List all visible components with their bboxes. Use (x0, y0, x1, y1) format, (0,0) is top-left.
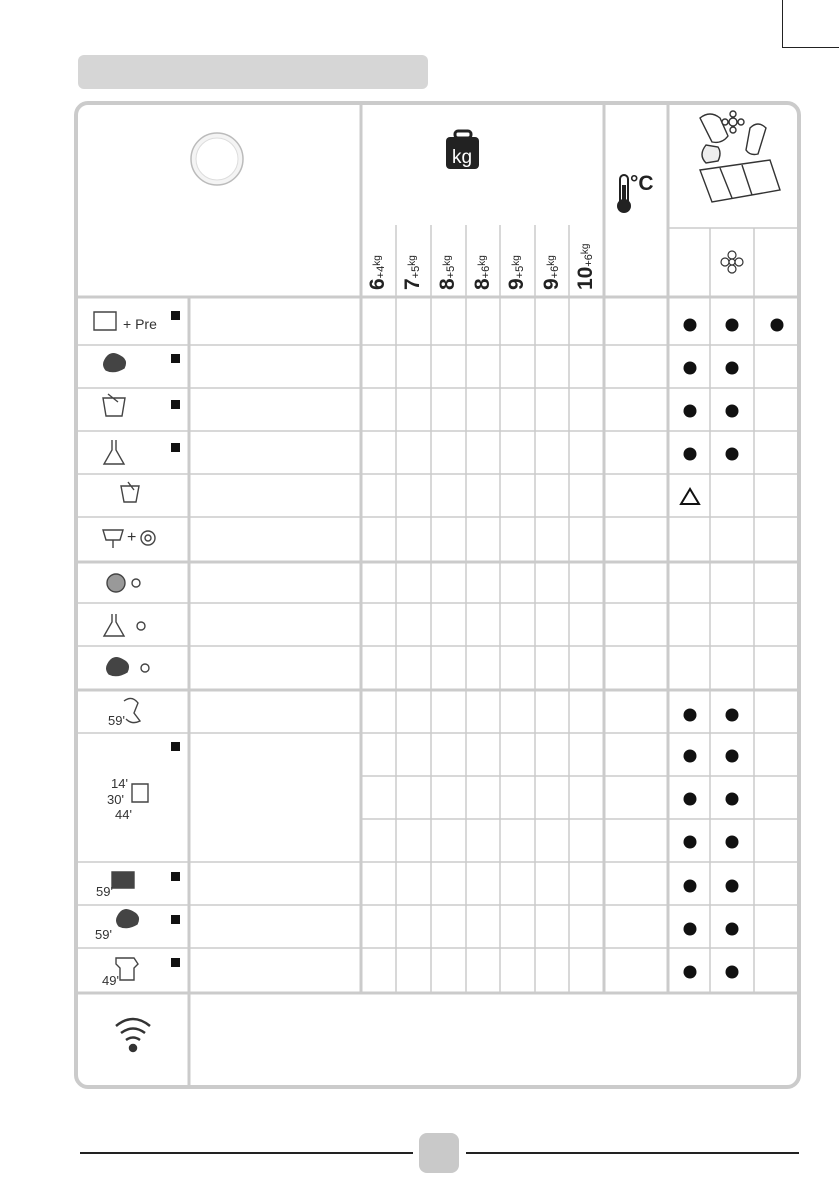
page-number-box (419, 1133, 459, 1173)
flower-icon (721, 251, 743, 273)
mixed-59-icon (112, 872, 134, 888)
weight-icon-label: kg (451, 147, 473, 168)
cotton-prewash-icon (94, 312, 116, 330)
weight-9-6: $9+6^{kg}$ (540, 255, 563, 290)
synthetics-icon (104, 440, 124, 464)
drain-spin-icon (103, 530, 123, 548)
drain-spin-plus: + (127, 529, 137, 546)
cotton-dry-icon (107, 658, 129, 676)
cotton-icon (104, 354, 126, 372)
weight-8-6: $8+6^{kg}$ (471, 255, 494, 290)
eco-mark (171, 872, 180, 881)
delicates-time: 59' (108, 713, 125, 728)
eco-mark (171, 958, 180, 967)
eco-mark (171, 443, 180, 452)
eco-mark (171, 354, 180, 363)
rapid-time-30: 30' (107, 792, 124, 807)
weight-9-5: $9+5^{kg}$ (505, 255, 528, 290)
weight-7-5: $7+5^{kg}$ (401, 255, 424, 290)
wifi-icon (116, 1019, 150, 1051)
synthetics-dry-icon (104, 614, 124, 636)
rapid-time-44: 44' (115, 807, 132, 822)
handwash-icon (103, 394, 125, 416)
wool-dry-icon (107, 574, 125, 592)
shirts-49-icon (116, 958, 138, 980)
weight-10-6: $10+6^{kg}$ (574, 243, 597, 290)
rapid-time-14: 14' (111, 776, 128, 791)
cotton-59-icon (117, 910, 139, 928)
eco-mark (171, 742, 180, 751)
program-knob-icon (191, 133, 243, 185)
detergent-drawer-icon (700, 111, 780, 202)
weight-6-4: $6+4^{kg}$ (366, 255, 389, 290)
mixed-time: 59' (96, 884, 113, 899)
shirts-time: 49' (102, 973, 119, 988)
rinse-icon (121, 482, 139, 502)
footer-rule-left (80, 1152, 413, 1154)
cotton-time: 59' (95, 927, 112, 942)
delicates-59-icon (124, 698, 140, 722)
weight-icon (446, 131, 479, 169)
dosing-marks (681, 319, 784, 979)
footer-rule-right (466, 1152, 799, 1154)
eco-mark (171, 400, 180, 409)
rapid-icon (132, 784, 148, 802)
eco-mark (171, 311, 180, 320)
eco-mark (171, 915, 180, 924)
weight-8-5: $8+5^{kg}$ (436, 255, 459, 290)
temperature-unit-label: °C (630, 172, 654, 195)
thermometer-icon (617, 175, 631, 213)
prewash-label: + Pre (123, 316, 157, 332)
